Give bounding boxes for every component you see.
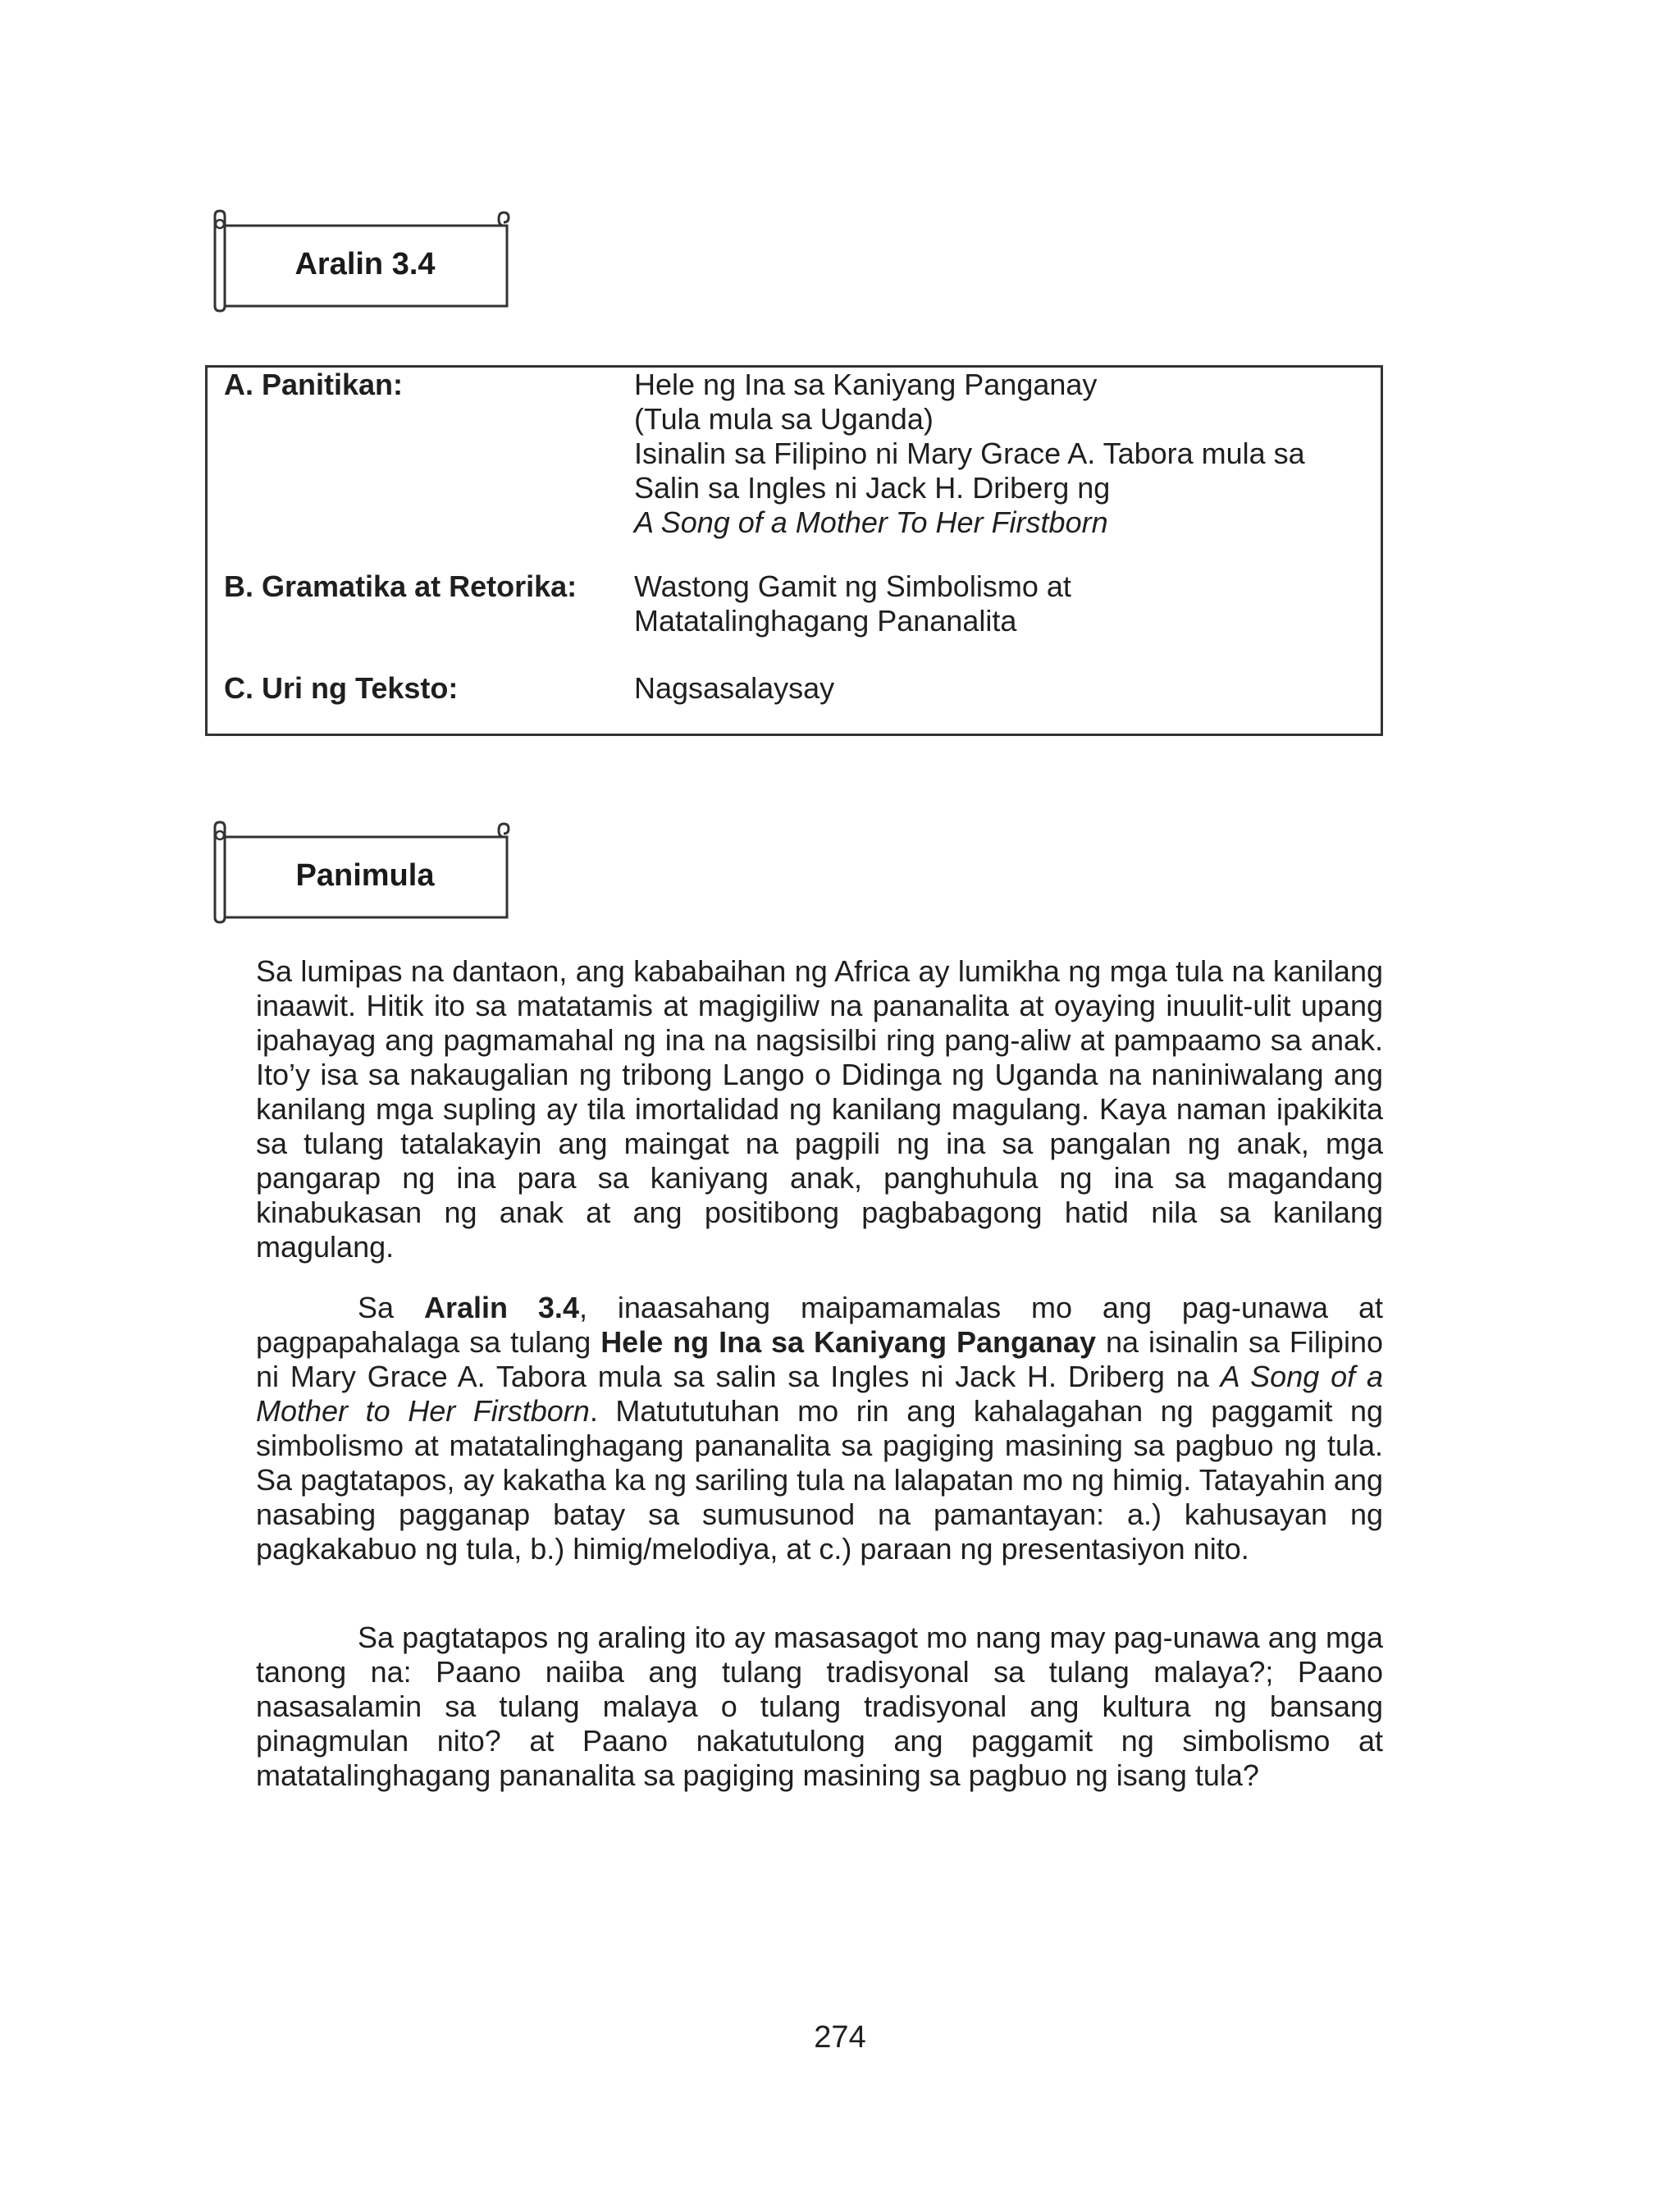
text-run: . Matututuhan mo rin ang kahalagahan ng paggamit ng simbolismo at matatalinghagang pananalita sa pagiging masining sa pagbuo ng tula. Sa pagtatapos, ay kakatha ka ng sariling tula na lalapatan mo ng himig. Tatayahin ang nasabing pagganap batay sa sumusunod na pamantayan: a.) kahusayan ng pagkakabuo ng tula, b.) himig/melodiya, at c.) paraan ng presentasiyon nito. [256, 1394, 1383, 1566]
gramatika-line: Matatalinghagang Pananalita [634, 604, 1017, 638]
intro-title: Panimula [295, 857, 435, 893]
uri-label: C. Uri ng Teksto: [224, 671, 459, 705]
panitikan-line: Hele ng Ina sa Kaniyang Panganay [634, 368, 1098, 401]
intro-title-banner [205, 821, 517, 926]
lesson-title-banner [205, 209, 517, 314]
lesson-title: Aralin 3.4 [294, 246, 436, 281]
uri-content [634, 671, 834, 706]
paragraph-text: Sa lumipas na dantaon, ang kababaihan ng Africa ay lumikha ng mga tula na kanilang inaawit. Hitik ito sa matatamis at magigiliw na pananalita at oyaying inuulit-ulit upang ipahayag ang pagmamahal ng ina na nagsisilbi ring pang-aliw at pampaamo sa anak. Ito’y isa sa nakaugalian ng tribong Lango o Didinga ng Uganda na naniniwalang ang kanilang mga supling ay tila imortalidad ng kanilang magulang. Kaya naman ipakikita sa tulang tatalakayin ang maingat na pagpili ng ina sa pangalan ng anak, mga pangarap ng ina para sa kaniyang anak, panghuhula ng ina sa magandang kinabukasan ng anak at ang positibong pagbabagong hatid nila sa kanilang magulang. [256, 954, 1383, 1264]
panitikan-line: (Tula mula sa Uganda) [634, 402, 934, 436]
intro-paragraph-2 [256, 1291, 1383, 1566]
lesson-info-box [205, 365, 1383, 736]
gramatika-line: Wastong Gamit ng Simbolismo at [634, 569, 1071, 603]
paragraph-text [256, 1291, 1383, 1566]
gramatika-content [634, 569, 1071, 638]
intro-paragraph-1 [256, 954, 1383, 1264]
text-run: Sa [358, 1291, 424, 1324]
text-run: , inaasahang maipamamalas mo ang pag-unawa at pagpapahalaga sa tulang [256, 1291, 1383, 1359]
uri-value: Nagsasalaysay [634, 671, 835, 705]
panitikan-english-title: A Song of a Mother To Her Firstborn [634, 505, 1108, 539]
panitikan-content [634, 368, 1305, 540]
english-poem-title: A Song of a Mother to Her Firstborn [256, 1360, 1384, 1428]
poem-title: Hele ng Ina sa Kaniyang Panganay [600, 1325, 1097, 1359]
panitikan-label: A. Panitikan: [224, 368, 404, 401]
paragraph-text: Sa pagtatapos ng araling ito ay masasagot mo nang may pag-unawa ang mga tanong na: Paano naiiba ang tulang tradisyonal sa tulang malaya?; Paano nasasalamin sa tulang malaya o tulang tradisyonal ang kultura ng bansang pinagmulan nito? at Paano nakatutulong ang paggamit ng simbolismo at matatalinghagang pananalita sa pagiging masining sa pagbuo ng isang tula? [256, 1621, 1383, 1792]
panitikan-line: Isinalin sa Filipino ni Mary Grace A. Tabora mula sa [634, 437, 1305, 470]
page-number: 274 [814, 2020, 866, 2055]
intro-paragraph-3 [256, 1621, 1383, 1793]
text-run: na isinalin sa Filipino ni Mary Grace A. Tabora mula sa salin sa Ingles ni Jack H. Driberg na [256, 1325, 1383, 1393]
lesson-reference: Aralin 3.4 [423, 1291, 579, 1324]
gramatika-label: B. Gramatika at Retorika: [224, 569, 578, 603]
panitikan-line: Salin sa Ingles ni Jack H. Driberg ng [634, 471, 1111, 505]
